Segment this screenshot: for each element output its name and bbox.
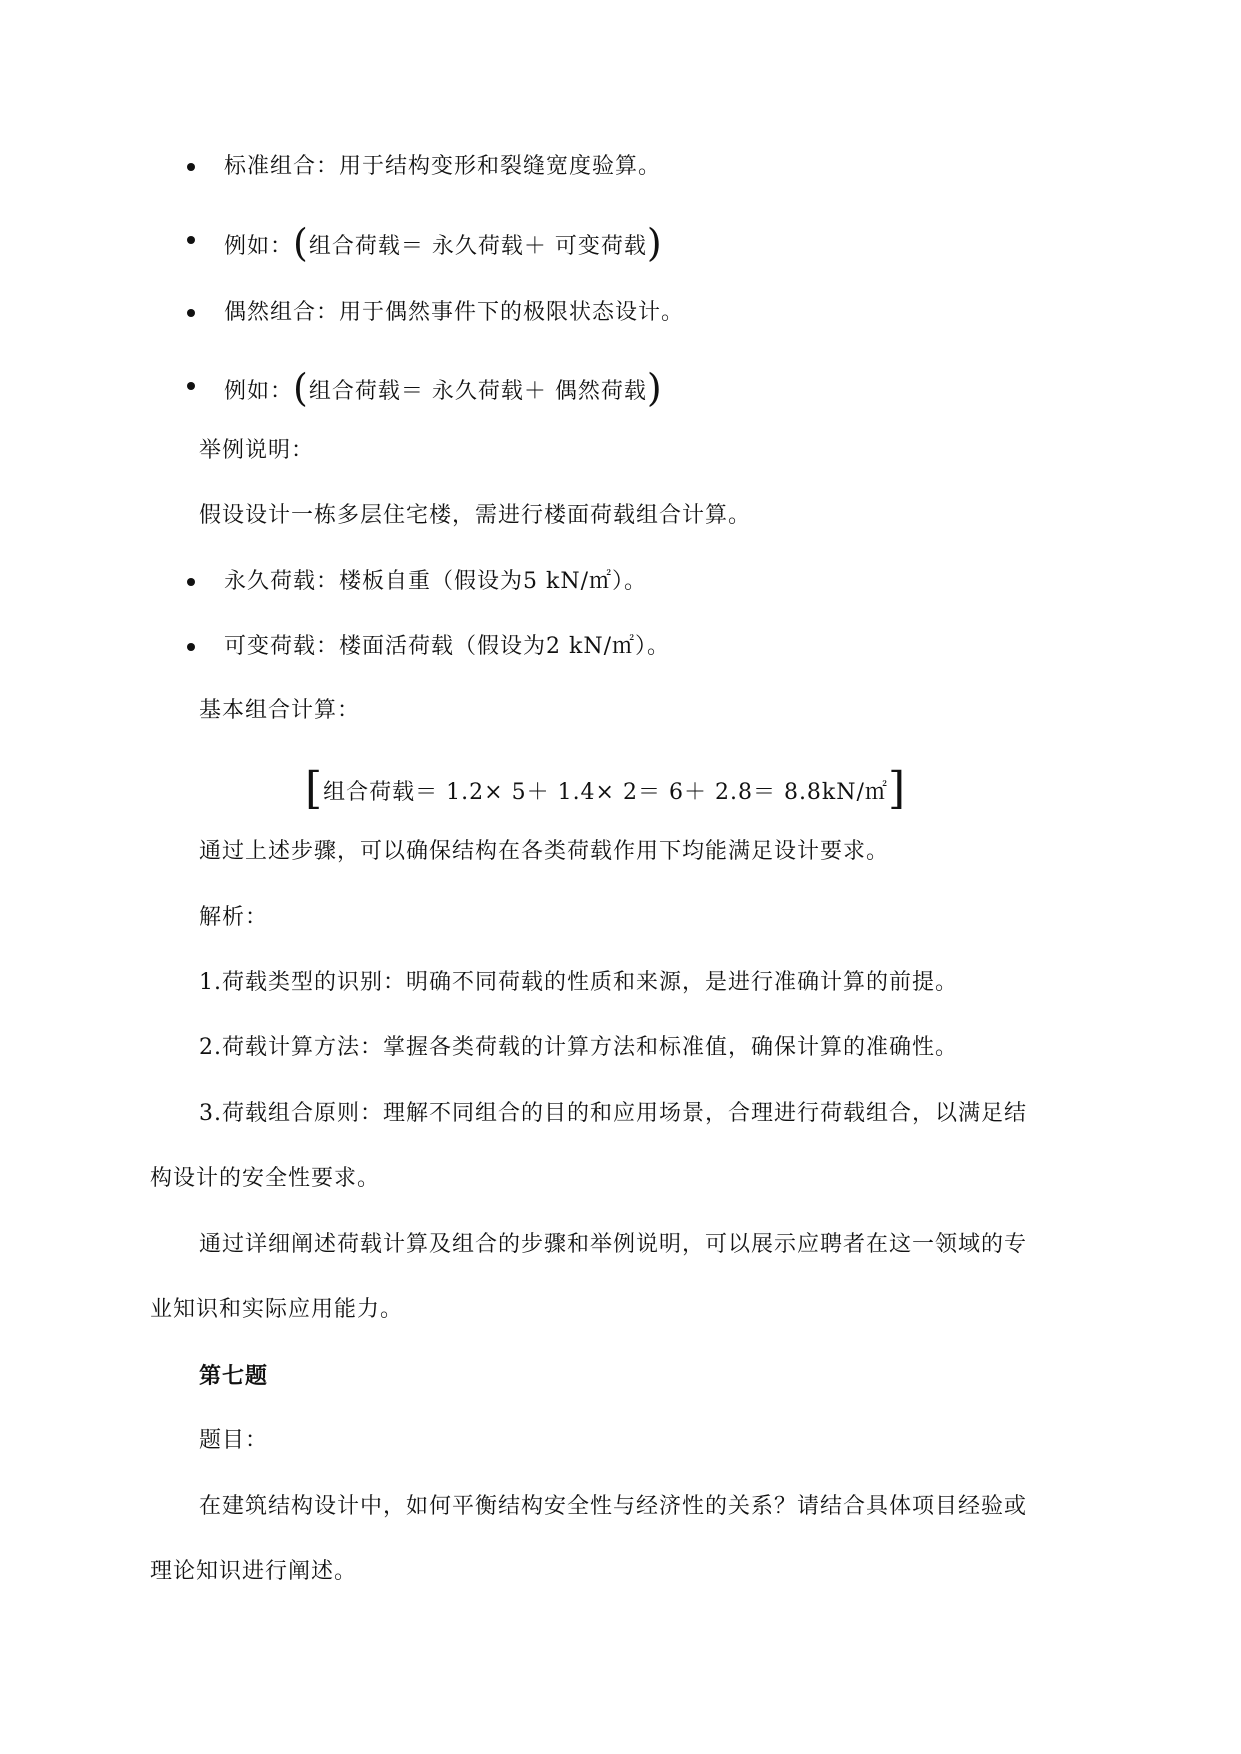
question-line-1: 在建筑结构设计中，如何平衡结构安全性与经济性的关系？请结合具体项目经验或 xyxy=(199,1494,1028,1519)
analysis-item-2: 2.荷载计算方法：掌握各类荷载的计算方法和标准值，确保计算的准确性。 xyxy=(199,1035,958,1060)
analysis-item-1: 1.荷载类型的识别：明确不同荷载的性质和来源，是进行准确计算的前提。 xyxy=(199,970,958,995)
bullet-permanent-load: 永久荷载：楼板自重（假设为5 kN/㎡）。 xyxy=(224,569,647,594)
left-paren: ( xyxy=(293,366,309,410)
summary-line-2: 业知识和实际应用能力。 xyxy=(150,1297,404,1322)
analysis-item-3-line-2: 构设计的安全性要求。 xyxy=(150,1166,381,1191)
example-prefix: 例如： xyxy=(224,379,294,404)
basic-calc-heading: 基本组合计算： xyxy=(199,698,361,723)
analysis-heading: 解析： xyxy=(199,905,269,930)
bullet-standard-combination: 标准组合：用于结构变形和裂缝宽度验算。 xyxy=(224,154,662,179)
question-label: 题目： xyxy=(199,1428,269,1453)
summary-line-1: 通过详细阐述荷载计算及组合的步骤和举例说明，可以展示应聘者在这一领域的专 xyxy=(199,1232,1028,1257)
example-intro: 假设设计一栋多层住宅楼，需进行楼面荷载组合计算。 xyxy=(199,503,752,528)
example-heading: 举例说明： xyxy=(199,438,315,463)
bullet-dot xyxy=(187,578,195,586)
bullet-dot xyxy=(187,382,195,390)
section-title: 第七题 xyxy=(199,1363,269,1389)
right-paren: ) xyxy=(646,366,663,410)
bullet-dot xyxy=(187,236,195,244)
formula-text: 组合荷载＝ 1.2× 5＋ 1.4× 2＝ 6＋ 2.8＝ 8.8kN/㎡ xyxy=(323,780,888,805)
formula-text: 组合荷载＝ 永久荷载＋ 偶然荷载 xyxy=(308,379,647,404)
basic-calc-formula xyxy=(305,763,907,814)
bullet-dot xyxy=(187,163,195,171)
bullet-accidental-combination: 偶然组合：用于偶然事件下的极限状态设计。 xyxy=(224,300,685,325)
analysis-item-3-line-1: 3.荷载组合原则：理解不同组合的目的和应用场景，合理进行荷载组合，以满足结 xyxy=(199,1101,1027,1126)
bullet-dot xyxy=(187,309,195,317)
conclusion-paragraph: 通过上述步骤，可以确保结构在各类荷载作用下均能满足设计要求。 xyxy=(199,839,890,864)
bullet-dot xyxy=(187,643,195,651)
bullet-variable-load: 可变荷载：楼面活荷载（假设为2 kN/㎡）。 xyxy=(224,634,670,659)
question-line-2: 理论知识进行阐述。 xyxy=(150,1559,358,1584)
left-bracket: [ xyxy=(305,763,324,814)
right-bracket: ] xyxy=(887,763,907,814)
bullet-example-1 xyxy=(224,221,663,265)
bullet-example-2 xyxy=(224,366,663,410)
example-prefix: 例如： xyxy=(224,234,294,259)
left-paren: ( xyxy=(293,221,309,265)
formula-text: 组合荷载＝ 永久荷载＋ 可变荷载 xyxy=(308,234,647,259)
right-paren: ) xyxy=(646,221,663,265)
